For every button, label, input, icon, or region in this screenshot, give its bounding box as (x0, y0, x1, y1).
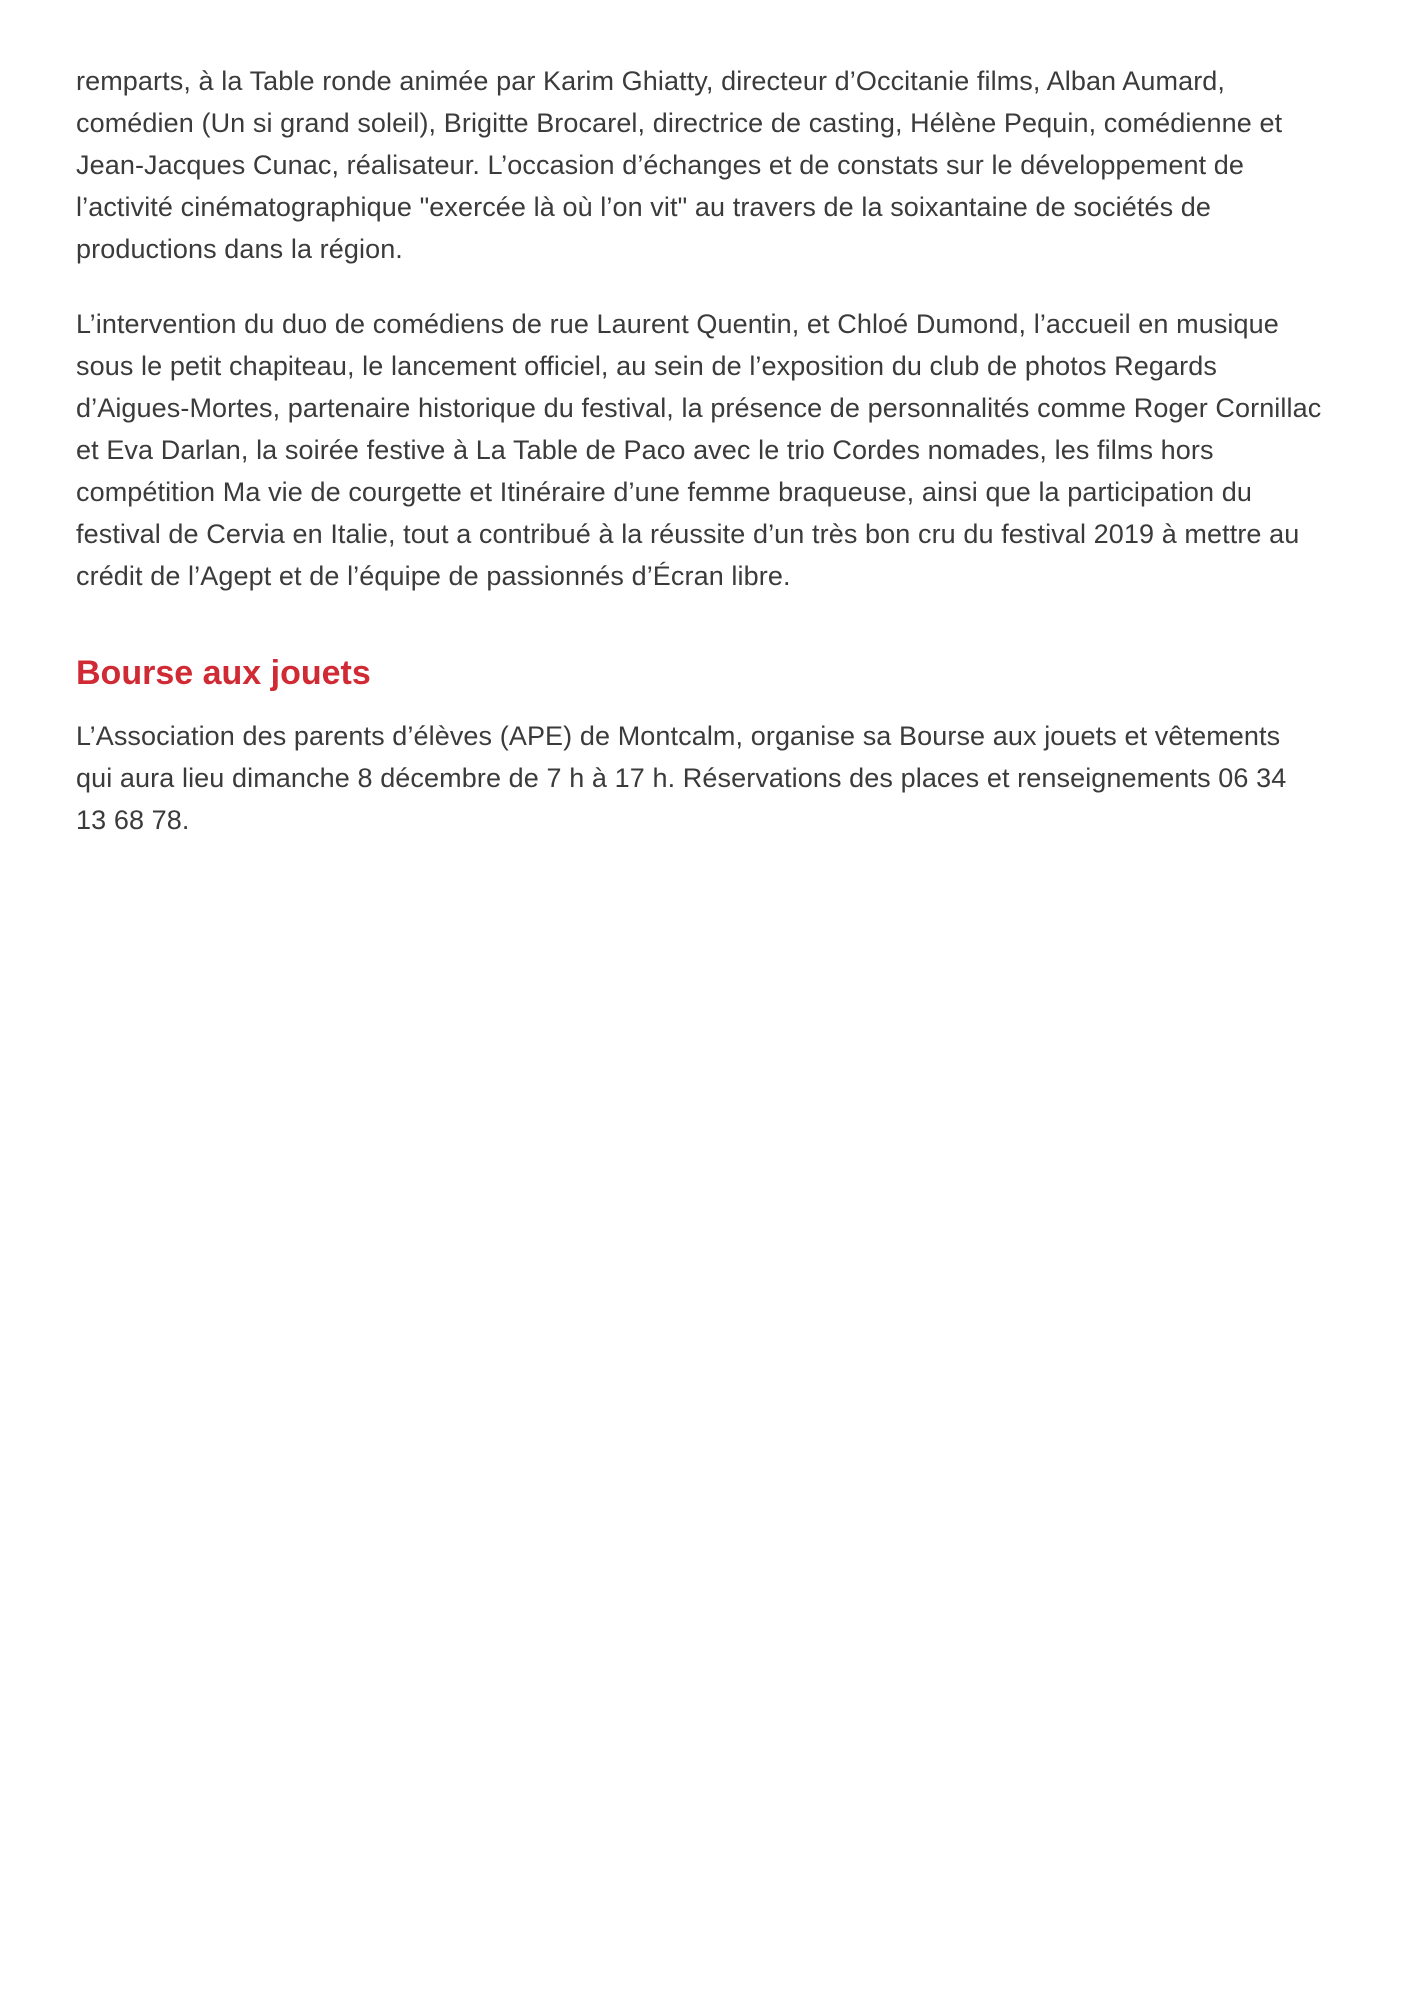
article-paragraph-2: L’intervention du duo de comédiens de rue Laurent Quentin, et Chloé Dumond, l’accueil en musique sous le petit chapiteau, le lancement officiel, au sein de l’exposition du club de photos Regards d’Aigues-Mortes, partenaire historique du festival, la présence de personnalités comme Roger Cornillac et Eva Darlan, la soirée festive à La Table de Paco avec le trio Cordes nomades, les films hors compétition Ma vie de courgette et Itinéraire d’une femme braqueuse, ainsi que la participation du festival de Cervia en Italie, tout a contribué à la réussite d’un très bon cru du festival 2019 à mettre au crédit de l’Agept et de l’équipe de passionnés d’Écran libre. (76, 309, 1322, 591)
article-paragraph-3: L’Association des parents d’élèves (APE) de Montcalm, organise sa Bourse aux jouets et vêtements qui aura lieu dimanche 8 décembre de 7 h à 17 h. Réservations des places et renseignements 06 34 13 68 78. (76, 721, 1287, 835)
section-heading-bourse-aux-jouets: Bourse aux jouets (76, 654, 371, 692)
article-paragraph-1: remparts, à la Table ronde animée par Karim Ghiatty, directeur d’Occitanie films, Alban Aumard, comédien (Un si grand soleil), Brigitte Brocarel, directrice de casting, Hélène Pequin, comédienne et Jean-Jacques Cunac, réalisateur. L’occasion d’échanges et de constats sur le développement de l’activité cinématographique "exercée là où l’on vit" au travers de la soixantaine de sociétés de productions dans la région. (76, 66, 1283, 264)
